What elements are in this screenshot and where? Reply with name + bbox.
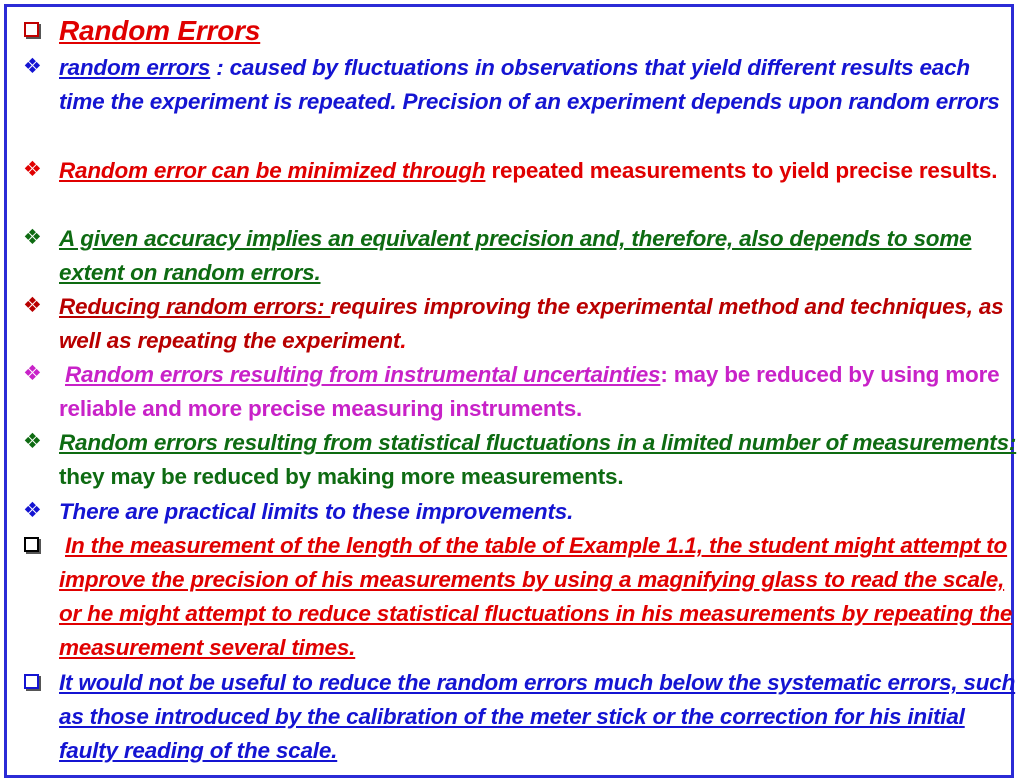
bullet-text <box>59 358 1017 426</box>
systematic-note <box>22 666 1017 768</box>
bullet-text <box>59 529 1017 665</box>
bullet-term: random errors <box>59 55 211 80</box>
checkbox-square-icon <box>22 529 59 559</box>
four-diamond-icon: ❖ <box>23 361 42 385</box>
bullet-body: repeated measurements to yield precise results. <box>485 158 998 183</box>
bullet-period: . <box>400 328 407 353</box>
bullet-text: It would not be useful to reduce the random errors much below the systematic errors, such as those introduced by the calibration of the meter stick or the correction for his initial faulty reading of the scale. <box>59 670 1016 763</box>
checkbox-square-icon <box>22 14 59 44</box>
four-diamond-icon: ❖ <box>23 157 42 181</box>
bullet-body: requires improving the experimental method and techniques, as well as repeating the experiment <box>59 294 1004 353</box>
bullet-body: : caused by fluctuations in observations that yield different results each time the experiment is repeated. Precision of an experiment depends upon random errors <box>59 55 1000 114</box>
four-diamond-icon: ❖ <box>23 54 42 78</box>
example-paragraph <box>22 529 1017 665</box>
bullet-term: Random errors resulting from instrumental uncertainties <box>65 362 661 387</box>
four-diamond-icon: ❖ <box>23 429 42 453</box>
bullet-instrumental <box>22 358 1017 426</box>
bullet-accuracy <box>22 222 1017 290</box>
slide-title: Random Errors <box>59 15 261 46</box>
bullet-text: There are practical limits to these improvements. <box>59 499 574 524</box>
bullet-reducing <box>22 290 1017 358</box>
bullet-term: Random error can be minimized through <box>59 158 486 183</box>
bullet-body: they may be reduced by making more measurements. <box>59 464 624 489</box>
four-diamond-icon: ❖ <box>23 293 42 317</box>
bullet-text <box>59 51 1017 119</box>
bullet-statistical <box>22 426 1017 494</box>
bullet-minimized <box>22 154 1017 188</box>
bullet-body: In the measurement of the length of the table of Example 1.1, the student might attempt to improve the precision of his measurements by using a magnifying glass to read the scale, or he might attempt to reduce statistical fluctuations in his measurements by repeating the measurement several times. <box>59 533 1013 660</box>
bullet-term: Reducing random errors: <box>59 294 331 319</box>
bullet-text <box>59 426 1017 494</box>
bullet-text <box>59 154 1017 188</box>
bullet-term: Random errors resulting from statistical fluctuations in a limited number of measurements: <box>59 430 1017 455</box>
bullet-body: : may be reduced by using more reliable and more precise measuring instruments. <box>59 362 1000 421</box>
checkbox-square-icon <box>22 666 59 696</box>
bullet-text <box>59 290 1017 358</box>
four-diamond-icon: ❖ <box>23 225 42 249</box>
title-row <box>22 14 1017 48</box>
bullet-random-errors-definition <box>22 51 1017 119</box>
bullet-practical-limits <box>22 495 1017 529</box>
four-diamond-icon: ❖ <box>23 498 42 522</box>
bullet-text: A given accuracy implies an equivalent precision and, therefore, also depends to some extent on random errors. <box>59 226 972 285</box>
